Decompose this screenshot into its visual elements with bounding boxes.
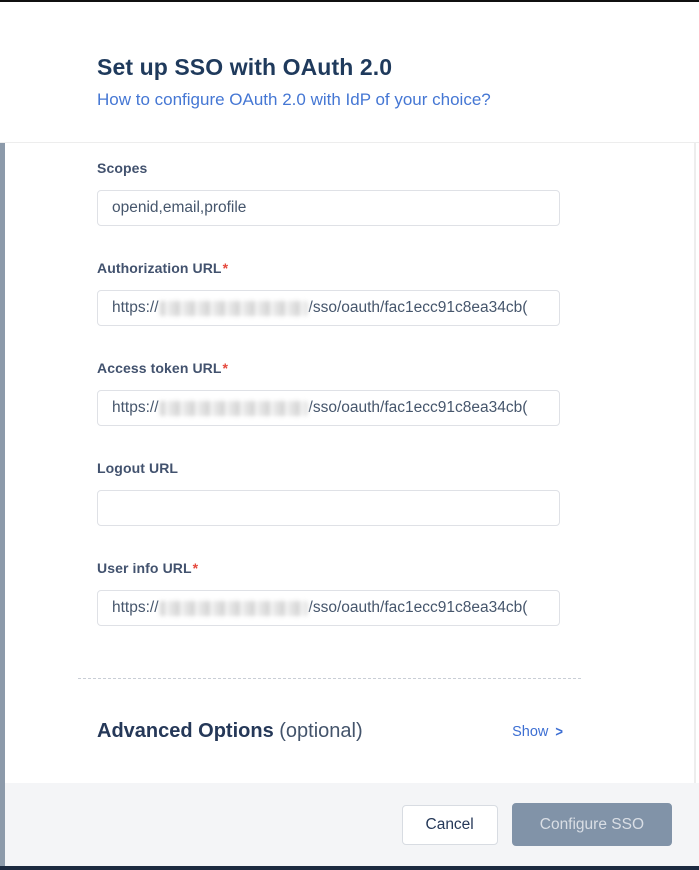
advanced-options-row [97,720,563,743]
required-mark: * [222,360,229,376]
scopes-label-text: Scopes [97,160,148,176]
redacted-text [160,601,308,616]
field-group-authorization-url [97,260,563,326]
modal-footer [5,783,699,866]
logout-url-label [97,460,563,477]
field-group-access-token-url [97,360,563,426]
modal-body [5,143,696,783]
required-mark: * [192,560,199,576]
url-suffix: /sso/oauth/fac1ecc91c8ea34cb( [308,299,528,316]
user-info-url-label-text: User info URL [97,560,192,576]
window-bottom-border [0,866,699,870]
url-suffix: /sso/oauth/fac1ecc91c8ea34cb( [308,599,528,616]
redacted-text [160,301,308,316]
authorization-url-input[interactable] [97,290,560,326]
show-link-label: Show [512,723,549,740]
url-prefix: https:// [112,299,159,316]
dashed-divider [78,678,581,679]
modal-header [0,2,699,143]
advanced-options-optional-tag: (optional) [279,720,363,742]
user-info-url-label [97,560,563,577]
field-group-logout-url [97,460,563,526]
modal-title: Set up SSO with OAuth 2.0 [97,54,393,80]
access-token-url-input[interactable] [97,390,560,426]
url-prefix: https:// [112,399,159,416]
field-group-scopes [97,160,563,226]
field-group-user-info-url [97,560,563,626]
access-token-url-label-text: Access token URL [97,360,222,376]
user-info-url-input[interactable] [97,590,560,626]
required-mark: * [222,260,229,276]
authorization-url-label [97,260,563,277]
scopes-input[interactable] [97,190,560,226]
redacted-text [160,401,308,416]
access-token-url-label [97,360,563,377]
show-advanced-options-link[interactable] [512,724,563,740]
configure-sso-button[interactable]: Configure SSO [512,803,672,846]
url-prefix: https:// [112,599,159,616]
help-link[interactable]: How to configure OAuth 2.0 with IdP of your choice? [97,90,491,109]
chevron-right-icon: > [555,722,563,741]
url-suffix: /sso/oauth/fac1ecc91c8ea34cb( [308,399,528,416]
scopes-input-value: openid,email,profile [112,199,247,216]
advanced-options-heading [97,720,363,743]
advanced-options-title: Advanced Options [97,720,274,742]
scopes-label [97,160,563,177]
logout-url-label-text: Logout URL [97,460,179,476]
logout-url-input[interactable] [97,490,560,526]
cancel-button[interactable]: Cancel [402,805,498,845]
authorization-url-label-text: Authorization URL [97,260,222,276]
